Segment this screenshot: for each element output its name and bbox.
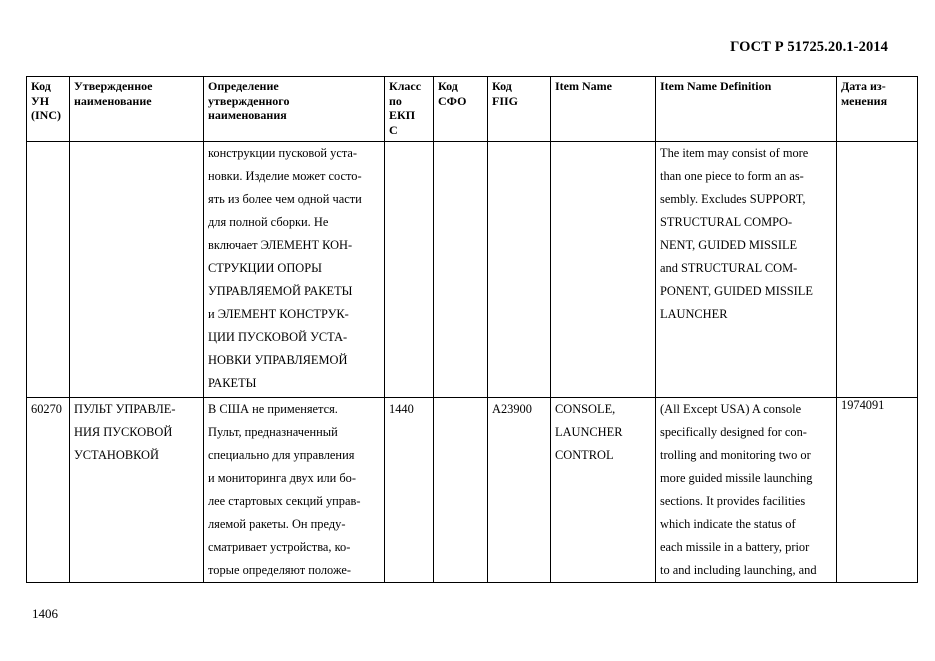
cell-line: The item may consist of more (660, 146, 809, 160)
cell-line: НИЯ ПУСКОВОЙ (74, 425, 173, 439)
header-line: Код (492, 79, 512, 93)
cell-line: sembly. Excludes SUPPORT, (660, 192, 806, 206)
header-inc (27, 77, 70, 142)
header-line: FIIG (492, 93, 519, 108)
header-line: Класс (389, 79, 422, 93)
header-line: Утвержденное (74, 79, 153, 93)
header-line: СФО (438, 93, 467, 108)
header-line: менения (841, 93, 888, 108)
cell-line: НОВКИ УПРАВЛЯЕМОЙ (208, 353, 348, 367)
header-item-definition (656, 77, 837, 142)
cell-line: сматривает устройства, ко- (208, 540, 351, 554)
cell-line: CONTROL (555, 448, 614, 462)
cell-line: УПРАВЛЯЕМОЙ РАКЕТЫ (208, 284, 353, 298)
cell-inc (27, 142, 70, 398)
cell-line: which indicate the status of (660, 517, 796, 531)
header-line: С (389, 122, 398, 137)
header-line: Item Name Definition (660, 79, 772, 93)
header-line: по (389, 93, 402, 108)
cell-item-definition (656, 398, 837, 583)
cell-line: СТРУКЦИИ ОПОРЫ (208, 261, 322, 275)
cell-line: to and including launching, and (660, 563, 817, 577)
cell-line: и мониторинга двух или бо- (208, 471, 356, 485)
cell-inc (27, 398, 70, 583)
cell-line: и ЭЛЕМЕНТ КОНСТРУК- (208, 307, 349, 321)
cell-line: торые определяют положе- (208, 563, 351, 577)
cell-line: A23900 (492, 402, 532, 416)
cell-line: включает ЭЛЕМЕНТ КОН- (208, 238, 353, 252)
cell-line: specifically designed for con- (660, 425, 807, 439)
catalog-table (26, 76, 918, 583)
cell-fiig (488, 142, 551, 398)
cell-item-name (551, 142, 656, 398)
cell-fiig (488, 398, 551, 583)
cell-line: LAUNCHER (555, 425, 623, 439)
cell-line: CONSOLE, (555, 402, 616, 416)
cell-item-name (551, 398, 656, 583)
cell-line: NENT, GUIDED MISSILE (660, 238, 798, 252)
document-code: ГОСТ Р 51725.20.1-2014 (730, 39, 888, 55)
cell-line: В США не применяется. (208, 402, 338, 416)
header-line: наименование (74, 93, 152, 108)
cell-sfo (434, 142, 488, 398)
cell-line: and STRUCTURAL COM- (660, 261, 798, 275)
header-line: Item Name (555, 79, 612, 93)
header-fiig (488, 77, 551, 142)
cell-class (385, 398, 434, 583)
cell-date (837, 398, 918, 583)
table-row (27, 142, 918, 398)
cell-line: STRUCTURAL COMPO- (660, 215, 793, 229)
table-row (27, 398, 918, 583)
cell-definition (204, 398, 385, 583)
header-definition (204, 77, 385, 142)
header-approved-name (70, 77, 204, 142)
cell-line: 1974091 (841, 398, 885, 412)
cell-line: РАКЕТЫ (208, 376, 257, 390)
cell-class (385, 142, 434, 398)
cell-line: 1440 (389, 402, 414, 416)
cell-definition (204, 142, 385, 398)
cell-line: Пульт, предназначенный (208, 425, 338, 439)
header-line: УН (31, 93, 50, 108)
header-item-name (551, 77, 656, 142)
cell-line: sections. It provides facilities (660, 494, 806, 508)
cell-line: LAUNCHER (660, 307, 728, 321)
cell-approved-name (70, 398, 204, 583)
page-number: 1406 (32, 606, 58, 621)
cell-line: ляемой ракеты. Он преду- (208, 517, 346, 531)
cell-line: специально для управления (208, 448, 355, 462)
header-line: ЕКП (389, 108, 416, 122)
cell-line: конструкции пусковой уста- (208, 146, 358, 160)
cell-item-definition (656, 142, 837, 398)
cell-line: each missile in a battery, prior (660, 540, 810, 554)
cell-line: лее стартовых секций управ- (208, 494, 361, 508)
cell-line: than one piece to form an as- (660, 169, 804, 183)
header-line: Определение (208, 79, 279, 93)
cell-sfo (434, 398, 488, 583)
cell-line: more guided missile launching (660, 471, 813, 485)
cell-line: УСТАНОВКОЙ (74, 448, 159, 462)
cell-date (837, 142, 918, 398)
cell-line: trolling and monitoring two or (660, 448, 811, 462)
header-line: Код (31, 79, 51, 93)
header-line: (INC) (31, 108, 61, 122)
cell-line: новки. Изделие может состо- (208, 169, 362, 183)
header-line: Код (438, 79, 458, 93)
header-sfo (434, 77, 488, 142)
header-line: наименования (208, 108, 287, 122)
cell-approved-name (70, 142, 204, 398)
cell-line: ять из более чем одной части (208, 192, 362, 206)
cell-line: (All Except USA) A console (660, 402, 802, 416)
cell-line: PONENT, GUIDED MISSILE (660, 284, 813, 298)
header-line: Дата из- (841, 79, 886, 93)
header-line: утвержденного (208, 93, 290, 108)
cell-line: 60270 (31, 402, 62, 416)
cell-line: для полной сборки. Не (208, 215, 329, 229)
header-date (837, 77, 918, 142)
header-class (385, 77, 434, 142)
cell-line: ЦИИ ПУСКОВОЙ УСТА- (208, 330, 348, 344)
cell-line: ПУЛЬТ УПРАВЛЕ- (74, 402, 176, 416)
table-header-row (27, 77, 918, 142)
